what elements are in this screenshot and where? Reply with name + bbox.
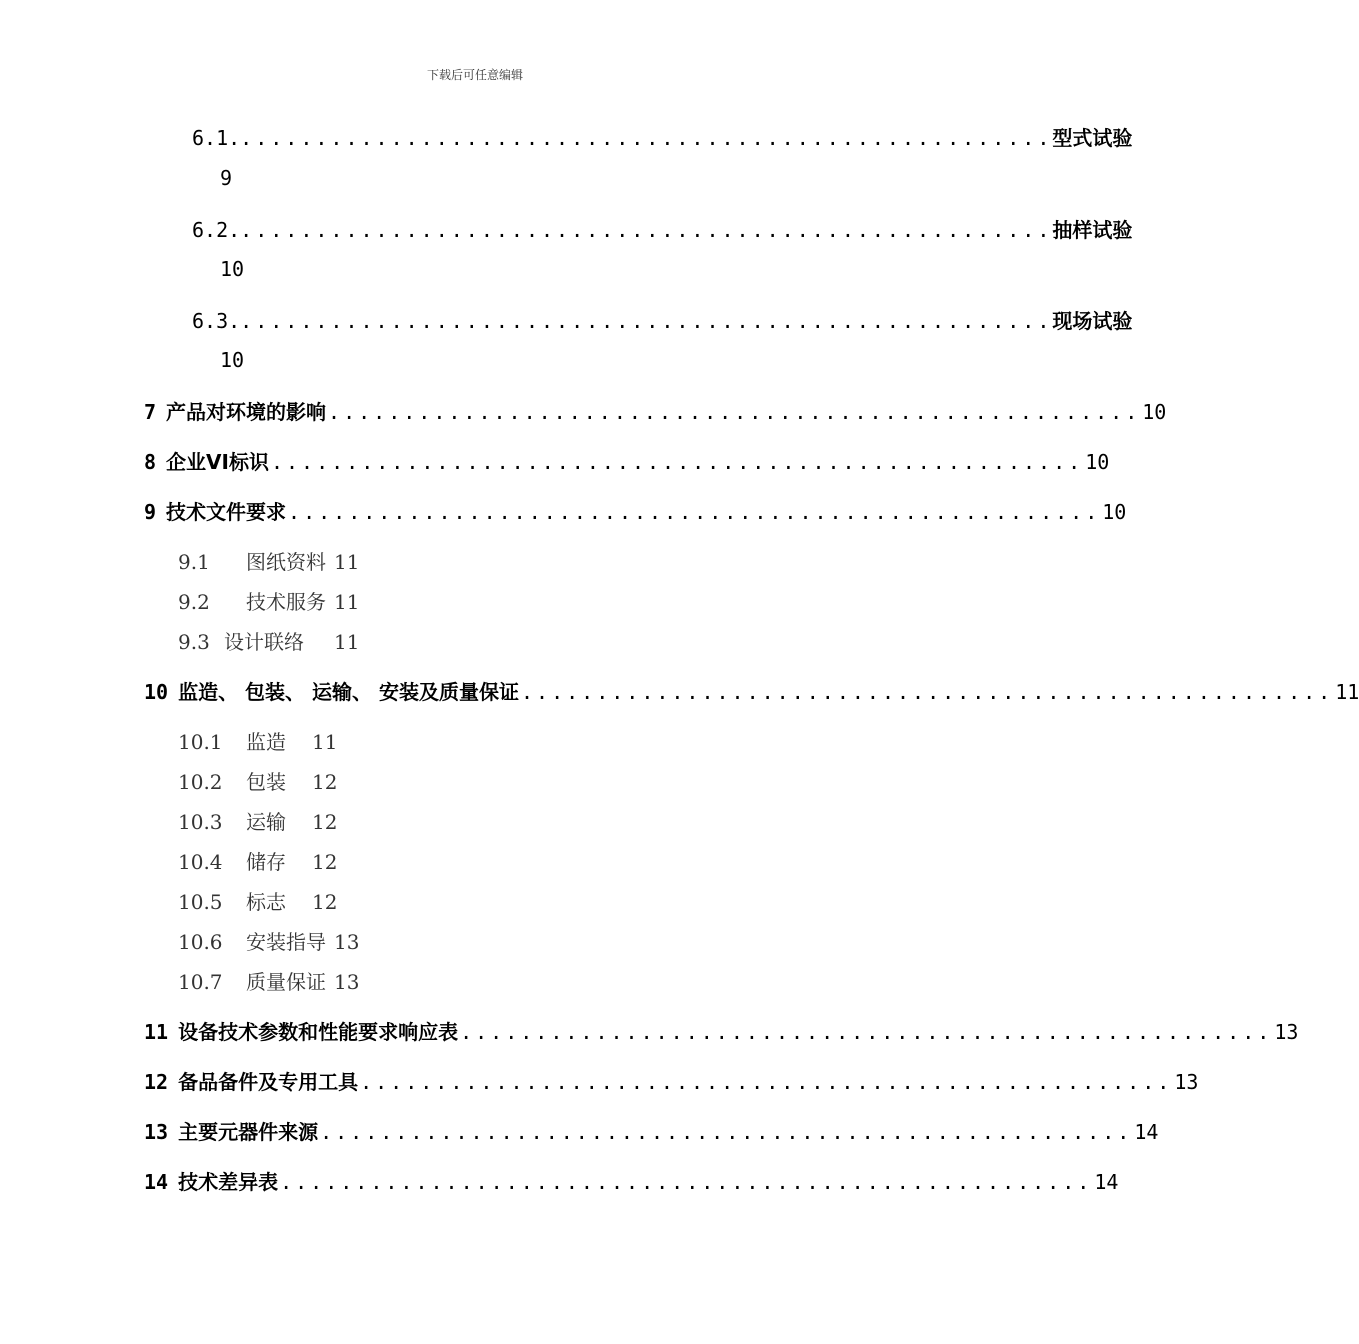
toc-page: 10: [1085, 450, 1110, 474]
toc-page: 11: [334, 630, 360, 654]
toc-label: 抽样试验: [1052, 218, 1133, 242]
toc-number: 12: [144, 1070, 169, 1094]
toc-number: 9.3: [178, 630, 210, 654]
toc-page-6-3: 10: [220, 348, 245, 372]
toc-label: 监造、 包装、 运输、 安装及质量保证: [178, 680, 519, 704]
toc-number: 10.2: [178, 770, 223, 794]
toc-page: 13: [334, 970, 360, 994]
toc-number: 10.7: [178, 970, 223, 994]
toc-leader: ......................................................: [240, 309, 1053, 333]
toc-number: 9.2: [178, 590, 210, 614]
toc-number: 11: [144, 1020, 169, 1044]
toc-leader: ......................................................: [460, 1020, 1273, 1044]
toc-page: 11: [334, 550, 360, 574]
toc-number: 6.3.: [192, 309, 241, 333]
toc-label: 备品备件及专用工具: [178, 1070, 359, 1094]
toc-subentry-9-1[interactable]: [178, 546, 359, 575]
toc-number: 9.1: [178, 550, 210, 574]
toc-label: 型式试验: [1052, 126, 1133, 150]
toc-page: 11: [312, 730, 338, 754]
toc-page: 11: [1335, 680, 1359, 704]
toc-subentry-10-1[interactable]: [178, 726, 337, 755]
toc-label: 质量保证: [246, 970, 326, 994]
toc-number: 13: [144, 1120, 169, 1144]
toc-number: 10.6: [178, 930, 223, 954]
toc-leader: ......................................................: [288, 500, 1101, 524]
toc-label: 设计联络: [224, 630, 304, 654]
toc-leader: ......................................................: [328, 400, 1141, 424]
toc-label: 企业VI标识: [166, 450, 269, 474]
toc-leader: ......................................................: [270, 450, 1084, 474]
toc-subentry-9-2[interactable]: [178, 586, 359, 615]
toc-label: 包装: [246, 770, 286, 794]
toc-subentry-10-4[interactable]: [178, 846, 337, 875]
toc-number: 10: [144, 680, 169, 704]
toc-page: 12: [312, 770, 338, 794]
toc-leader: ......................................................: [320, 1120, 1133, 1144]
toc-entry-8[interactable]: [144, 446, 1110, 475]
toc-entry-6-2[interactable]: [192, 214, 1133, 243]
toc-page: 12: [312, 890, 338, 914]
toc-page: 12: [312, 810, 338, 834]
toc-label: 产品对环境的影响: [166, 400, 327, 424]
toc-number: 6.1.: [192, 126, 241, 150]
toc-number: 8: [144, 450, 157, 474]
toc-label: 监造: [246, 730, 286, 754]
toc-entry-10[interactable]: [144, 676, 1359, 705]
toc-label: 现场试验: [1052, 309, 1133, 333]
toc-page: 10: [1102, 500, 1127, 524]
toc-subentry-9-3[interactable]: [178, 626, 359, 655]
toc-page: 14: [1134, 1120, 1159, 1144]
toc-label: 图纸资料: [246, 550, 326, 574]
toc-subentry-10-6[interactable]: [178, 926, 359, 955]
toc-subentry-10-7[interactable]: [178, 966, 359, 995]
toc-leader: ......................................................: [240, 218, 1053, 242]
toc-page: 10: [1142, 400, 1167, 424]
toc-page: 11: [334, 590, 360, 614]
toc-entry-6-3[interactable]: [192, 305, 1133, 334]
toc-leader: ......................................................: [520, 680, 1334, 704]
toc-entry-9[interactable]: [144, 496, 1127, 525]
toc-subentry-10-2[interactable]: [178, 766, 337, 795]
toc-number: 14: [144, 1170, 169, 1194]
toc-label: 标志: [246, 890, 286, 914]
toc-label: 安装指导: [246, 930, 326, 954]
toc-entry-7[interactable]: [144, 396, 1167, 425]
toc-entry-6-1[interactable]: [192, 122, 1133, 151]
toc-number: 7: [144, 400, 157, 424]
toc-page: 13: [1174, 1070, 1199, 1094]
toc-number: 10.4: [178, 850, 223, 874]
toc-label: 技术服务: [246, 590, 326, 614]
toc-label: 设备技术参数和性能要求响应表: [178, 1020, 459, 1044]
toc-page: 12: [312, 850, 338, 874]
toc-label: 技术文件要求: [166, 500, 287, 524]
toc-subentry-10-3[interactable]: [178, 806, 337, 835]
toc-label: 技术差异表: [178, 1170, 279, 1194]
toc-page-6-2: 10: [220, 257, 245, 281]
toc-page: 14: [1094, 1170, 1119, 1194]
toc-leader: ......................................................: [280, 1170, 1093, 1194]
toc-page: 13: [334, 930, 360, 954]
toc-label: 运输: [246, 810, 286, 834]
toc-entry-13[interactable]: [144, 1116, 1159, 1145]
toc-page: 13: [1274, 1020, 1299, 1044]
toc-entry-12[interactable]: [144, 1066, 1199, 1095]
toc-number: 9: [144, 500, 157, 524]
toc-leader: ......................................................: [360, 1070, 1173, 1094]
toc-number: 10.3: [178, 810, 223, 834]
toc-label: 主要元器件来源: [178, 1120, 319, 1144]
toc-entry-11[interactable]: [144, 1016, 1299, 1045]
page-header: 下载后可任意编辑: [426, 68, 523, 82]
toc-label: 储存: [246, 850, 286, 874]
toc-number: 6.2.: [192, 218, 241, 242]
toc-leader: ......................................................: [240, 126, 1053, 150]
toc-number: 10.5: [178, 890, 223, 914]
toc-entry-14[interactable]: [144, 1166, 1119, 1195]
toc-subentry-10-5[interactable]: [178, 886, 337, 915]
toc-page-6-1: 9: [220, 166, 233, 190]
toc-number: 10.1: [178, 730, 223, 754]
